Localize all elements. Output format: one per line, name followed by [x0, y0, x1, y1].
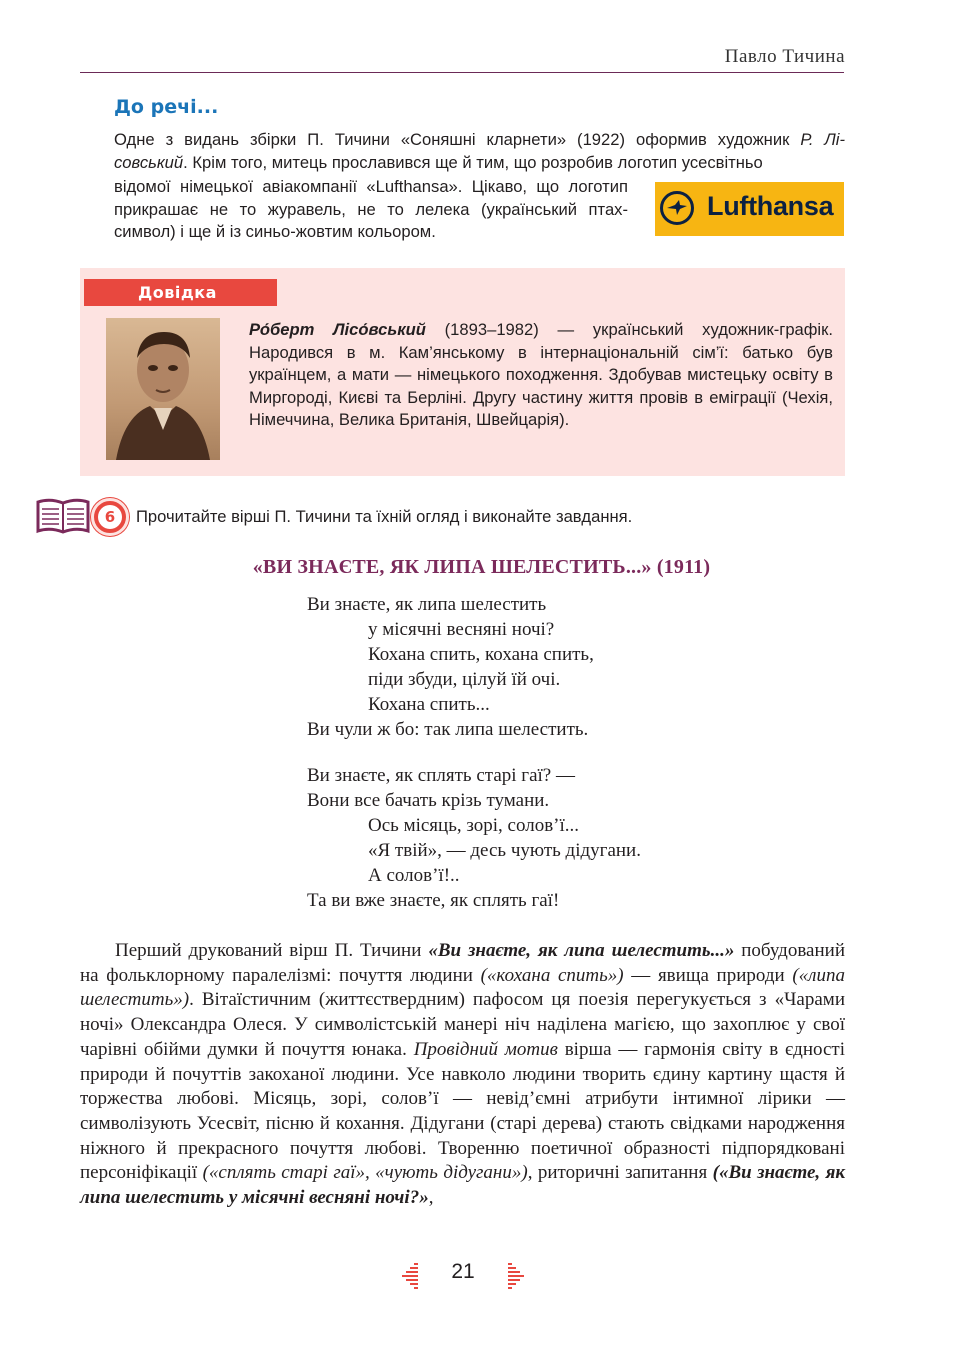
task-number: 6 [98, 505, 122, 529]
aside-line-1-italic: Р. Лі- [789, 130, 845, 149]
page-number: 21 [451, 1260, 475, 1283]
page-footer [398, 1258, 528, 1294]
poem-line: «Я твій», — десь чують дідугани. [368, 840, 641, 861]
task-number-badge [91, 498, 129, 536]
aside-line-2-text: . Крім того, митець прославився ще й тим, що розробив логотип усесвітньо [183, 153, 763, 172]
text-run: , [428, 1187, 434, 1209]
text-run: — явища природи [623, 964, 793, 986]
poem-line: піди збуди, цілуй їй очі. [368, 669, 561, 690]
open-book-icon [36, 498, 90, 539]
poem-line: Ви чули ж бо: так липа шелестить. [307, 719, 589, 740]
text-run: . Вітаїстичним (життєствердним) пафосом ця поезія перегукується з «Чарами ночі» Олександра Олеся. У символістській манері ніч наділена магією, що захоплює у свої чарівні обійми думки й почуття юнака. [80, 989, 845, 1060]
aside-paragraph-rest: відомої німецької авіакомпанії «Lufthansa». Цікаво, що логотип прикрашає не то журавель, не то лелека (український птах-символ) і ще й із синьо-жовтим кольором. [114, 177, 628, 241]
reference-name: Ро́берт Лісо́вський [249, 320, 426, 339]
crane-logo-icon [660, 191, 694, 225]
analysis-paragraph [80, 939, 845, 1211]
poem-title-reference: «Ви знаєте, як липа шелестить...» [428, 940, 735, 961]
poem-line: А солов’ї!.. [368, 865, 460, 886]
poem-line: Та ви вже знаєте, як сплять гаї! [307, 890, 560, 911]
text-run: , риторичні запитання [527, 1162, 713, 1184]
poem-line: Ви знаєте, як сплять старі гаї? — [307, 765, 575, 786]
poem-line: Кохана спить... [368, 694, 490, 715]
aside-line-2 [114, 152, 845, 175]
text-run: побудований на фольклорному паралелізмі: почуття людини [80, 940, 845, 986]
running-header: Павло Тичина [724, 46, 845, 67]
quote-bold-italic: («Ви знаєте, як липа шелестить у місячні весняні ночі?» [80, 1162, 845, 1209]
poem-line: Вони все бачать крізь тумани. [307, 790, 550, 811]
poem-stanza-1 [307, 592, 594, 742]
term-italic: Провідний мотив [413, 1038, 558, 1060]
poem-stanza-2 [307, 763, 641, 913]
poem-line: у місячні весняні ночі? [368, 619, 555, 640]
reference-text [249, 319, 833, 432]
aside-line-1 [114, 129, 845, 152]
logo-wordmark: Lufthansa [707, 191, 834, 221]
poem-title: «ВИ ЗНАЄТЕ, ЯК ЛИПА ШЕЛЕСТИТЬ...» (1911) [252, 556, 711, 578]
quote-italic: («сплять старі гаї», «чують дідугани») [202, 1162, 528, 1184]
aside-title: До речі... [114, 96, 219, 118]
header-divider [80, 72, 844, 73]
aside-line-1-text: Одне з видань збірки П. Тичини «Соняшні кларнети» (1922) оформив художник [114, 130, 790, 149]
quote-italic: («липа шелестить») [80, 964, 845, 1011]
text-run: Перший друкований вірш П. Тичини [115, 940, 429, 961]
text-run: вірша — гармонія світу в єдності природи й почуттів закоханої людини. Усе навколо людини творить єдину картину щастя й торжества любові. Місяць, зорі, солов’ї — невід’ємні атрибути інтимної лірики — символізують Усесвіт, пісню й кохання. Дідугани (старі дерева) стають свідками народження ніжного й прекрасного почуття любові. Творенню поетичної образності підпорядковані персоніфікації [80, 1038, 845, 1184]
poem-line: Кохана спить, кохана спить, [368, 644, 594, 665]
lufthansa-logo [655, 182, 844, 236]
reference-body: (1893–1982) — український художник-графік. Народився в м. Кам’янському в інтернаціональній сім’ї: батько був українцем, а мати — німецького походження. Здобував мистецьку освіту в Миргороді, Києві та Берліні. Другу частину життя провів в еміграції (Чехія, Німеччина, Велика Британія, Швейцарія). [249, 320, 833, 429]
quote-italic: («кохана спить») [480, 964, 624, 986]
reference-tab: Довідка [84, 279, 277, 306]
analysis-text [80, 939, 845, 1211]
poem-line: Ви знаєте, як липа шелестить [307, 594, 547, 615]
portrait-photo [106, 318, 220, 460]
task-instruction: Прочитайте вірші П. Тичини та їхній огляд і виконайте завдання. [136, 507, 633, 526]
aside-line-2-italic: совський [114, 153, 184, 172]
poem-line: Ось місяць, зорі, солов’ї... [368, 815, 580, 836]
